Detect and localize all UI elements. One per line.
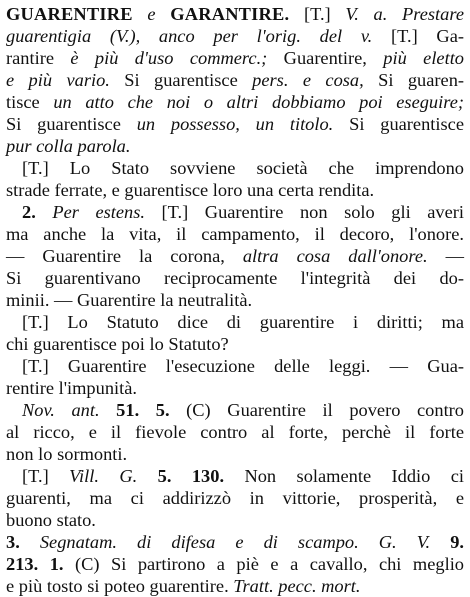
entry-line (6, 179, 464, 201)
entry-line (6, 289, 464, 311)
entry-line (6, 399, 464, 421)
entry-text: buono stato. (6, 510, 96, 530)
entry-line (6, 201, 464, 223)
entry-text: Non solamente Iddio ci (224, 466, 465, 486)
entry-line (6, 553, 464, 575)
entry-bold-number: 9. (430, 532, 464, 552)
entry-italic-text: e (132, 4, 171, 24)
entry-text: — (427, 246, 464, 266)
entry-italic-text: un atto che noi o altri dobbiamo poi eseguire; (53, 92, 464, 112)
entry-text: Si guarentisce (6, 114, 137, 134)
entry-line (6, 443, 464, 465)
entry-italic-text: Per estens. (52, 202, 145, 222)
entry-text: Si guaren- (363, 70, 465, 90)
entry-italic-text: Vill. G. (69, 466, 138, 486)
entry-line (6, 333, 464, 355)
entry-line (6, 311, 464, 333)
entry-italic-text: guarentigia (V.), anco per l'orig. del v. (6, 26, 373, 46)
entry-italic-text: pers. e cosa, (252, 70, 364, 90)
entry-italic-text: Tratt. pecc. mort. (233, 576, 361, 596)
entry-line (6, 69, 464, 91)
entry-line (6, 223, 464, 245)
entry-text: (C) Si partirono a piè e a cavallo, chi meglio (63, 554, 464, 574)
entry-text: ma anche la vita, il campamento, il decoro, l'onore. (6, 224, 464, 244)
entry-line (6, 47, 464, 69)
entry-text: Si guarentisce (333, 114, 464, 134)
entry-italic-text: altra cosa dall'onore. (242, 246, 428, 266)
entry-line (6, 421, 464, 443)
entry-line (6, 267, 464, 289)
entry-bold-number: 213. 1. (6, 554, 64, 574)
entry-text: chi guarentisce poi lo Statuto? (6, 334, 229, 354)
entry-text: Guarentire, (267, 48, 384, 68)
entry-bold-number: 51. 5. (116, 400, 170, 420)
entry-italic-text: un possesso, un titolo. (136, 114, 334, 134)
entry-line (6, 575, 464, 597)
entry-text: — Guarentire la corona, (6, 246, 243, 266)
entry-text: guarenti, ma ci addirizzò in vittorie, prosperità, e (6, 488, 464, 508)
entry-text: [T.] Ga- (372, 26, 464, 46)
entry-text: rantire (6, 48, 71, 68)
entry-text: al ricco, e il fievole contro al forte, perchè il forte (6, 422, 464, 442)
dictionary-entry-guarentire (6, 3, 464, 597)
entry-bold-number: 3. (6, 532, 40, 552)
entry-line (6, 355, 464, 377)
entry-text: e più tosto si poteo guarentire. (6, 576, 234, 596)
entry-line (6, 25, 464, 47)
entry-text: [T.] Guarentire non solo gli averi (144, 202, 464, 222)
entry-line (6, 245, 464, 267)
entry-line (6, 113, 464, 135)
entry-text: rentire l'impunità. (6, 378, 137, 398)
entry-text: [T.] (289, 4, 346, 24)
entry-line (6, 465, 464, 487)
entry-text: (C) Guarentire il povero contro (169, 400, 464, 420)
entry-text: tisce (6, 92, 54, 112)
entry-line (6, 377, 464, 399)
entry-text: Si guarentisce (109, 70, 253, 90)
entry-italic-text: V. a. Prestare (345, 4, 465, 24)
entry-bold-number: 2. (22, 202, 53, 222)
entry-italic-text: pur colla parola. (6, 136, 131, 156)
headword: GUARENTIRE (6, 4, 133, 24)
entry-italic-text: Nov. ant. (22, 400, 117, 420)
entry-text: non lo sormonti. (6, 444, 128, 464)
entry-text: [T.] Lo Stato sovviene società che imprendono (22, 158, 464, 178)
entry-italic-text: e più vario. (6, 70, 110, 90)
entry-line (6, 509, 464, 531)
entry-text: minii. — Guarentire la neutralità. (6, 290, 253, 310)
entry-text: [T.] Guarentire l'esecuzione delle leggi. — Gua- (22, 356, 464, 376)
entry-italic-text: è più d'uso commerc.; (70, 48, 268, 68)
headword: GARANTIRE. (170, 4, 290, 24)
entry-line (6, 3, 464, 25)
entry-line (6, 91, 464, 113)
entry-italic-text: Segnatam. di difesa e di scampo. G. V. (39, 532, 431, 552)
entry-text: strade ferrate, e guarentisce loro una certa rendita. (6, 180, 375, 200)
entry-bold-number: 5. 130. (137, 466, 225, 486)
entry-italic-text: più eletto (383, 48, 465, 68)
entry-text: Si guarentivano reciprocamente l'integrità dei do- (6, 268, 464, 288)
entry-text: [T.] Lo Statuto dice di guarentire i diritti; ma (22, 312, 464, 332)
entry-line (6, 157, 464, 179)
entry-line (6, 135, 464, 157)
entry-line (6, 487, 464, 509)
entry-text: [T.] (22, 466, 70, 486)
entry-line (6, 531, 464, 553)
